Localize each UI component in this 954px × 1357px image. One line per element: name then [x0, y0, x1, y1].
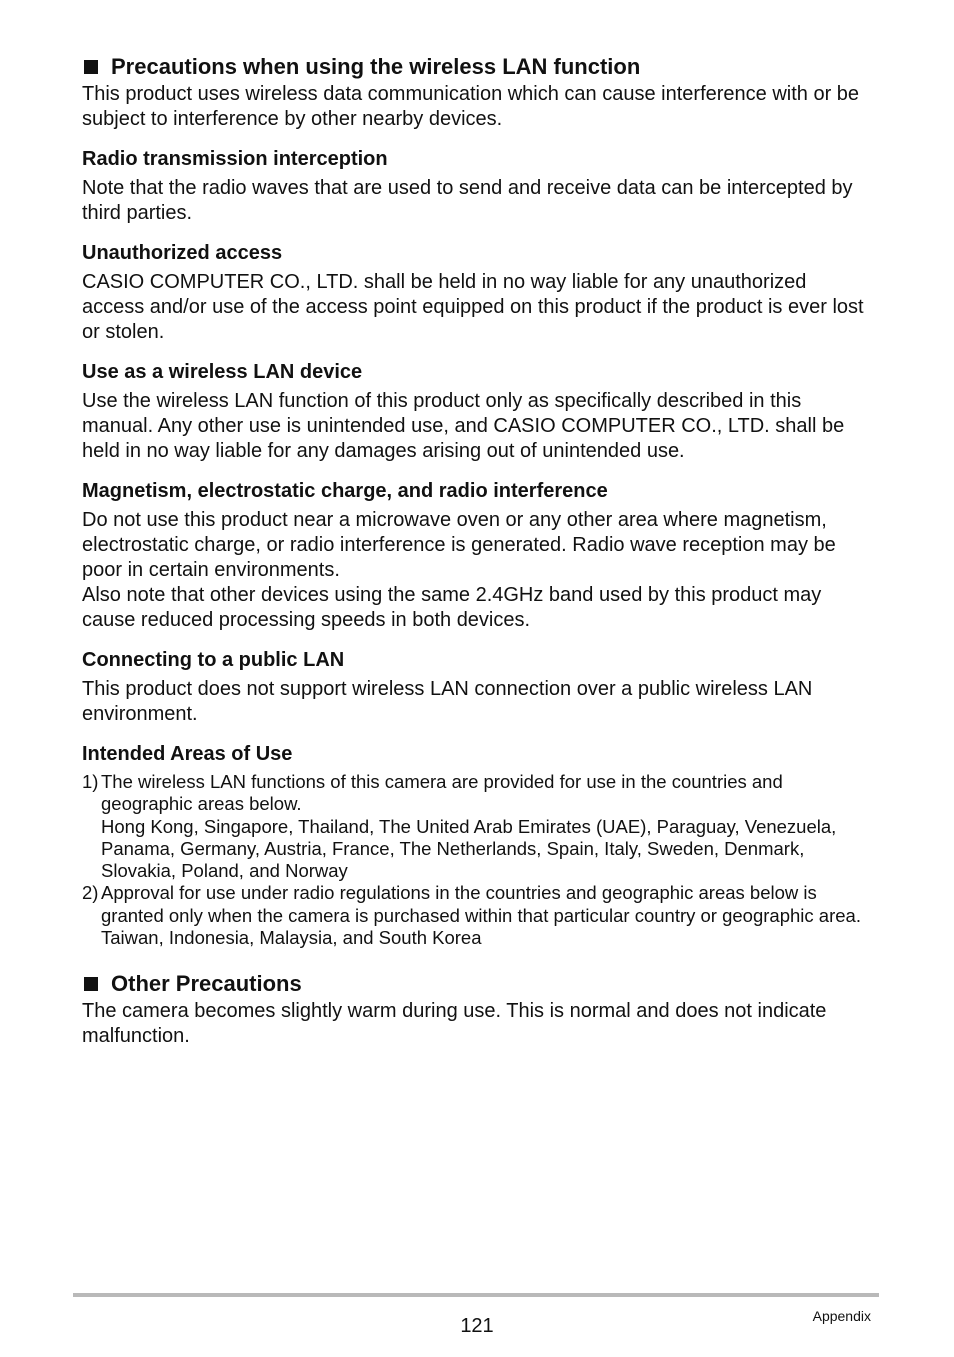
- section-heading-text: Other Precautions: [111, 971, 302, 997]
- subsection-title-radio-interception: Radio transmission interception: [82, 148, 388, 170]
- page-content: [82, 52, 874, 1049]
- footer-section-name: Appendix: [812, 1308, 871, 1324]
- square-bullet-icon: [84, 60, 98, 74]
- list-item-number: 1): [82, 771, 99, 792]
- subsection-title-wireless-lan-device: Use as a wireless LAN device: [82, 361, 363, 383]
- subsection-title-public-lan: Connecting to a public LAN: [82, 649, 345, 671]
- subsection-body-public-lan: This product does not support wireless LAN connection over a public wireless LAN environment.: [82, 678, 813, 725]
- section-intro: The camera becomes slightly warm during use. This is normal and does not indicate malfunction.: [82, 1000, 827, 1048]
- subsection-title-unauthorized-access: Unauthorized access: [82, 242, 283, 264]
- section-intro: This product uses wireless data communication which can cause interference with or be subject to interference by other nearby devices.: [82, 83, 860, 130]
- section-heading-text: Precautions when using the wireless LAN function: [111, 54, 641, 79]
- page-number: 121: [460, 1315, 494, 1337]
- subsection-title-magnetism: Magnetism, electrostatic charge, and radio interference: [82, 480, 608, 502]
- list-item-number: 2): [82, 882, 99, 904]
- section-heading-other-precautions: [82, 969, 874, 999]
- subsection-body-radio-interception: Note that the radio waves that are used to send and receive data can be intercepted by third parties.: [82, 177, 853, 224]
- list-item-detail: Hong Kong, Singapore, Thailand, The United Arab Emirates (UAE), Paraguay, Venezuela, Panama, Germany, Austria, France, The Netherlands, Spain, Italy, Sweden, Denmark, Slovakia, Poland, and Norway: [101, 815, 837, 882]
- list-item: [82, 771, 874, 882]
- subsection-body-magnetism: Do not use this product near a microwave oven or any other area where magnetism, electrostatic charge, or radio interference is generated. Radio wave reception may be poor in certain environments.: [82, 509, 836, 581]
- section-heading-wireless-lan: [82, 52, 874, 82]
- square-bullet-icon: [84, 977, 98, 991]
- subsection-body-unauthorized-access: CASIO COMPUTER CO., LTD. shall be held in no way liable for any unauthorized access and/or use of the access point equipped on this product if the product is ever lost or stolen.: [82, 271, 864, 343]
- subsection-body-wireless-lan-device: Use the wireless LAN function of this product only as specifically described in this manual. Any other use is unintended use, and CASIO COMPUTER CO., LTD. shall be held in no way liable for any damages arising out of unintended use.: [82, 390, 845, 462]
- subsection-body-magnetism-2: Also note that other devices using the same 2.4GHz band used by this product may cause reduced processing speeds in both devices.: [82, 584, 822, 631]
- list-item: [82, 882, 874, 949]
- subsection-title-intended-areas: Intended Areas of Use: [82, 743, 293, 765]
- list-item-text: Approval for use under radio regulations in the countries and geographic areas below is granted only when the camera is purchased within that particular country or geographic area.: [101, 882, 861, 926]
- footer-rule: [73, 1293, 879, 1297]
- list-item-detail: Taiwan, Indonesia, Malaysia, and South Korea: [101, 927, 482, 949]
- list-item-text: The wireless LAN functions of this camera are provided for use in the countries and geographic areas below.: [101, 771, 783, 815]
